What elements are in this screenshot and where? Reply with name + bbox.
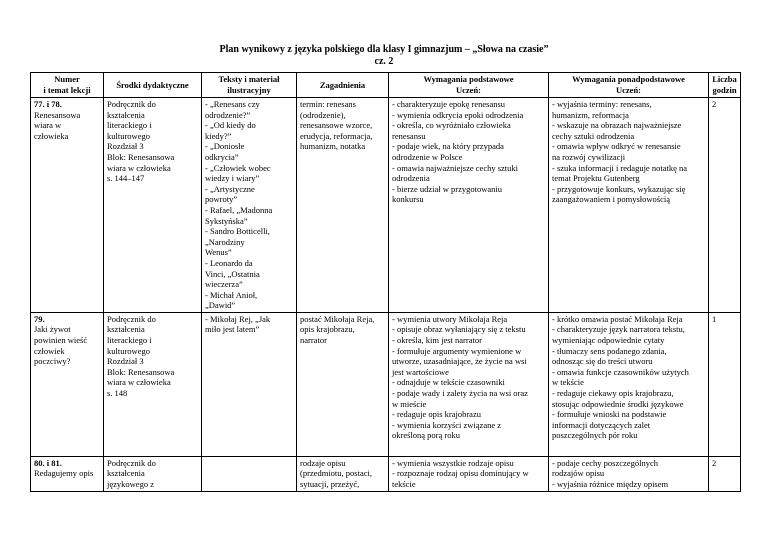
cell-ponadpodstawowe <box>549 312 709 456</box>
godziny-value: 2 <box>712 457 717 468</box>
ponadpodstawowe-line: poszczególnych pór roku <box>552 430 638 441</box>
header-text-line: Wymagania podstawowe <box>423 74 514 85</box>
zagadnienia-line: narrator <box>300 335 327 346</box>
podstawowe-line: - charakteryzuje epokę renesansu <box>392 99 506 109</box>
header-text-line: godzin <box>712 85 737 95</box>
teksty-line: odkrycia” <box>205 151 239 162</box>
podstawowe-line: - wymienia utwory Mikołaja Reja <box>392 313 508 324</box>
ponadpodstawowe-line: wymieniając odpowiednie cytaty <box>552 335 665 346</box>
srodki-line: wiara w człowieka <box>107 162 171 173</box>
ponadpodstawowe-line: - charakteryzuje język narratora tekstu, <box>552 324 685 335</box>
header-text-line: i temat lekcji <box>43 85 91 95</box>
header-ponadpodstawowe <box>549 73 709 98</box>
cell-zagadnienia <box>297 98 389 313</box>
header-text-line: Wymagania ponadpodstawowe <box>572 74 685 85</box>
header-text-line: Liczba <box>712 74 737 85</box>
numer-line: człowieka <box>34 130 69 141</box>
header-text-line: Teksty i materiał <box>218 74 280 85</box>
ponadpodstawowe-line: - omawia wpływ odkryć w renesansie <box>552 141 681 152</box>
teksty-line: - „Renesans czy <box>205 99 260 109</box>
ponadpodstawowe-line: - wyjaśnia terminy: renesans, <box>552 99 652 109</box>
teksty-line: Sykstyńska” <box>205 215 248 226</box>
numer-line: wiara w <box>34 120 62 131</box>
cell-teksty <box>202 98 297 313</box>
cell-srodki <box>104 456 202 491</box>
podstawowe-line: - omawia najważniejsze cechy sztuki <box>392 162 519 173</box>
numer-line: 80. i 81. <box>34 457 62 468</box>
numer-line: człowiek <box>34 345 65 356</box>
cell-podstawowe <box>389 98 549 313</box>
srodki-line: Rozdział 3 <box>107 141 144 152</box>
header-text-line: Zagadnienia <box>319 79 366 90</box>
podstawowe-line: - podaje wiek, na który przypada <box>392 141 504 152</box>
ponadpodstawowe-line: odnosząc się do treści utworu <box>552 356 653 367</box>
podstawowe-line: - formułuje argumenty wymienione w <box>392 345 522 356</box>
cell-numer <box>31 312 104 456</box>
header-teksty <box>202 73 297 98</box>
header-numer <box>31 73 104 98</box>
godziny-value: 1 <box>712 313 717 324</box>
header-godziny <box>709 73 741 98</box>
srodki-line: Rozdział 3 <box>107 356 144 367</box>
podstawowe-line: - określa, kim jest narrator <box>392 335 482 346</box>
teksty-line: - „Człowiek wobec <box>205 162 271 173</box>
ponadpodstawowe-line: w tekście <box>552 377 584 388</box>
teksty-line: Vinci, „Ostatnia <box>205 268 260 279</box>
zagadnienia-line: (odrodzenie), <box>300 109 346 120</box>
teksty-line: - Michał Anioł, <box>205 289 258 300</box>
teksty-line: - „Od kiedy do <box>205 120 256 131</box>
ponadpodstawowe-line: - wskazuje na obrazach najważniejsze <box>552 120 682 131</box>
cell-numer <box>31 98 104 313</box>
podstawowe-line: - wymienia wszystkie rodzaje opisu <box>392 457 514 468</box>
cell-teksty <box>202 456 297 491</box>
numer-line: 79. <box>34 313 45 324</box>
teksty-line: - Leonardo da <box>205 257 253 268</box>
podstawowe-line: tekście <box>392 479 416 490</box>
zagadnienia-line: erudycja, reformacja, <box>300 130 373 141</box>
podstawowe-line: - podaje wady i zalety życia na wsi oraz <box>392 388 528 399</box>
podstawowe-line: renesansu <box>392 130 426 141</box>
cell-srodki <box>104 312 202 456</box>
teksty-line: - Sandro Botticelli, <box>205 226 270 237</box>
podstawowe-line: odrodzenie w Polsce <box>392 151 463 162</box>
document-title <box>0 44 768 68</box>
header-text-line: Uczeń: <box>615 85 641 95</box>
ponadpodstawowe-line: - podaje cechy poszczególnych <box>552 457 658 468</box>
ponadpodstawowe-line: stosując odpowiednie środki językowe <box>552 398 684 409</box>
table-row <box>31 98 741 313</box>
cell-teksty <box>202 312 297 456</box>
cell-godziny <box>709 98 741 313</box>
ponadpodstawowe-line: - redaguje ciekawy opis krajobrazu, <box>552 388 674 399</box>
podstawowe-line: - bierze udział w przygotowaniu <box>392 183 502 194</box>
teksty-line: - Mikołaj Rej, „Jak <box>205 313 271 324</box>
srodki-line: Podręcznik do <box>107 457 156 468</box>
zagadnienia-line: humanizm, notatka <box>300 141 366 152</box>
cell-ponadpodstawowe <box>549 98 709 313</box>
zagadnienia-line: opis krajobrazu, <box>300 324 355 335</box>
zagadnienia-line: postać Mikołaja Reja, <box>300 313 375 324</box>
srodki-line: językowego z <box>107 479 154 490</box>
teksty-line: - „Doniosłe <box>205 141 245 152</box>
cell-numer <box>31 456 104 491</box>
title-line-2: cz. 2 <box>374 56 394 67</box>
teksty-line: wiedzy i wiary” <box>205 173 260 184</box>
ponadpodstawowe-line: - szuka informacji i redaguje notatkę na <box>552 162 687 173</box>
ponadpodstawowe-line: - tłumaczy sens podanego zdania, <box>552 345 667 356</box>
header-zagadnienia <box>297 73 389 98</box>
srodki-line: Blok: Renesansowa <box>107 366 175 377</box>
numer-line: Redagujemy opis <box>34 468 94 479</box>
teksty-line: powroty” <box>205 194 238 205</box>
teksty-line: „Dawid” <box>205 300 236 311</box>
header-text-line: Numer <box>54 74 80 85</box>
ponadpodstawowe-line: humanizm, reformacja <box>552 109 629 120</box>
ponadpodstawowe-line: - wyjaśnia różnice między opisem <box>552 479 669 490</box>
teksty-line: miło jest latem” <box>205 324 260 335</box>
srodki-line: Blok: Renesansowa <box>107 151 175 162</box>
header-podstawowe <box>389 73 549 98</box>
godziny-value: 2 <box>712 99 717 109</box>
srodki-line: kształcenia <box>107 109 145 120</box>
srodki-line: kształcenia <box>107 324 145 335</box>
srodki-line: kulturowego <box>107 345 150 356</box>
podstawowe-line: określoną porą roku <box>392 430 460 441</box>
zagadnienia-line: rodzaje opisu <box>300 457 346 468</box>
ponadpodstawowe-line: - omawia funkcje czasowników użytych <box>552 366 689 377</box>
zagadnienia-line: termin: renesans <box>300 99 356 109</box>
table-header-row <box>31 73 741 98</box>
header-text-line: ilustracyjny <box>227 85 271 95</box>
zagadnienia-line: sytuacji, przeżyć, <box>300 479 360 490</box>
cell-podstawowe <box>389 456 549 491</box>
numer-line: poczciwy? <box>34 356 71 367</box>
srodki-line: kulturowego <box>107 130 150 141</box>
cell-godziny <box>709 312 741 456</box>
zagadnienia-line: renesansowe wzorce, <box>300 120 373 131</box>
numer-line: powinien wieść <box>34 335 88 346</box>
teksty-line: kiedy?” <box>205 130 232 141</box>
teksty-line: wieczerza” <box>205 279 243 290</box>
header-text-line: Uczeń: <box>455 85 481 95</box>
title-line-1: Plan wynikowy z języka polskiego dla klasy I gimnazjum – „Słowa na czasie” <box>219 44 549 55</box>
podstawowe-line: - określa, co wyróżniało człowieka <box>392 120 511 131</box>
ponadpodstawowe-line: informacji dotyczących zalet <box>552 419 651 430</box>
podstawowe-line: konkursu <box>392 194 424 205</box>
numer-line: 77. i 78. <box>34 99 62 109</box>
cell-zagadnienia <box>297 456 389 491</box>
teksty-line: - Rafael, „Madonna <box>205 204 273 215</box>
ponadpodstawowe-line: cechy sztuki odrodzenia <box>552 130 635 141</box>
header-text-line: Środki dydaktyczne <box>116 79 189 90</box>
teksty-line: odrodzenie?” <box>205 109 251 120</box>
podstawowe-line: - wymienia korzyści związane z <box>392 419 502 430</box>
numer-line: Renesansowa <box>34 109 81 120</box>
ponadpodstawowe-line: - przygotowuje konkurs, wykazując się <box>552 183 686 194</box>
ponadpodstawowe-line: na rozwój cywilizacji <box>552 151 626 162</box>
teksty-line: „Narodziny <box>205 236 245 247</box>
ponadpodstawowe-line: - formułuje wnioski na podstawie <box>552 409 667 420</box>
table-row <box>31 456 741 491</box>
srodki-line: Podręcznik do <box>107 99 156 109</box>
podstawowe-line: - redaguje opis krajobrazu <box>392 409 481 420</box>
srodki-line: Podręcznik do <box>107 313 156 324</box>
ponadpodstawowe-line: - krótko omawia postać Mikołaja Reja <box>552 313 683 324</box>
numer-line: Jaki żywot <box>34 324 71 335</box>
ponadpodstawowe-line: rodzajów opisu <box>552 468 605 479</box>
podstawowe-line: - wymienia odkrycia epoki odrodzenia <box>392 109 524 120</box>
lesson-plan-table <box>30 72 741 492</box>
ponadpodstawowe-line: temat Projektu Gutenberg <box>552 173 640 184</box>
podstawowe-line: - odnajduje w tekście czasowniki <box>392 377 505 388</box>
srodki-line: literackiego i <box>107 335 152 346</box>
srodki-line: literackiego i <box>107 120 152 131</box>
podstawowe-line: - rozpoznaje rodzaj opisu dominujący w <box>392 468 529 479</box>
zagadnienia-line: (przedmiotu, postaci, <box>300 468 372 479</box>
teksty-line: - „Artystyczne <box>205 183 255 194</box>
podstawowe-line: utworze, uzasadniające, że życie na wsi <box>392 356 527 367</box>
podstawowe-line: odrodzenia <box>392 173 430 184</box>
cell-zagadnienia <box>297 312 389 456</box>
teksty-line: Wenus” <box>205 247 232 258</box>
podstawowe-line: w mieście <box>392 398 427 409</box>
srodki-line: s. 144–147 <box>107 173 145 184</box>
header-srodki <box>104 73 202 98</box>
podstawowe-line: jest wartościowe <box>392 366 449 377</box>
cell-ponadpodstawowe <box>549 456 709 491</box>
table-row <box>31 312 741 456</box>
ponadpodstawowe-line: zaangażowaniem i pomysłowością <box>552 194 671 205</box>
cell-srodki <box>104 98 202 313</box>
srodki-line: wiara w człowieka <box>107 377 171 388</box>
podstawowe-line: - opisuje obraz wyłaniający się z tekstu <box>392 324 526 335</box>
srodki-line: kształcenia <box>107 468 145 479</box>
srodki-line: s. 148 <box>107 388 128 399</box>
cell-podstawowe <box>389 312 549 456</box>
cell-godziny <box>709 456 741 491</box>
